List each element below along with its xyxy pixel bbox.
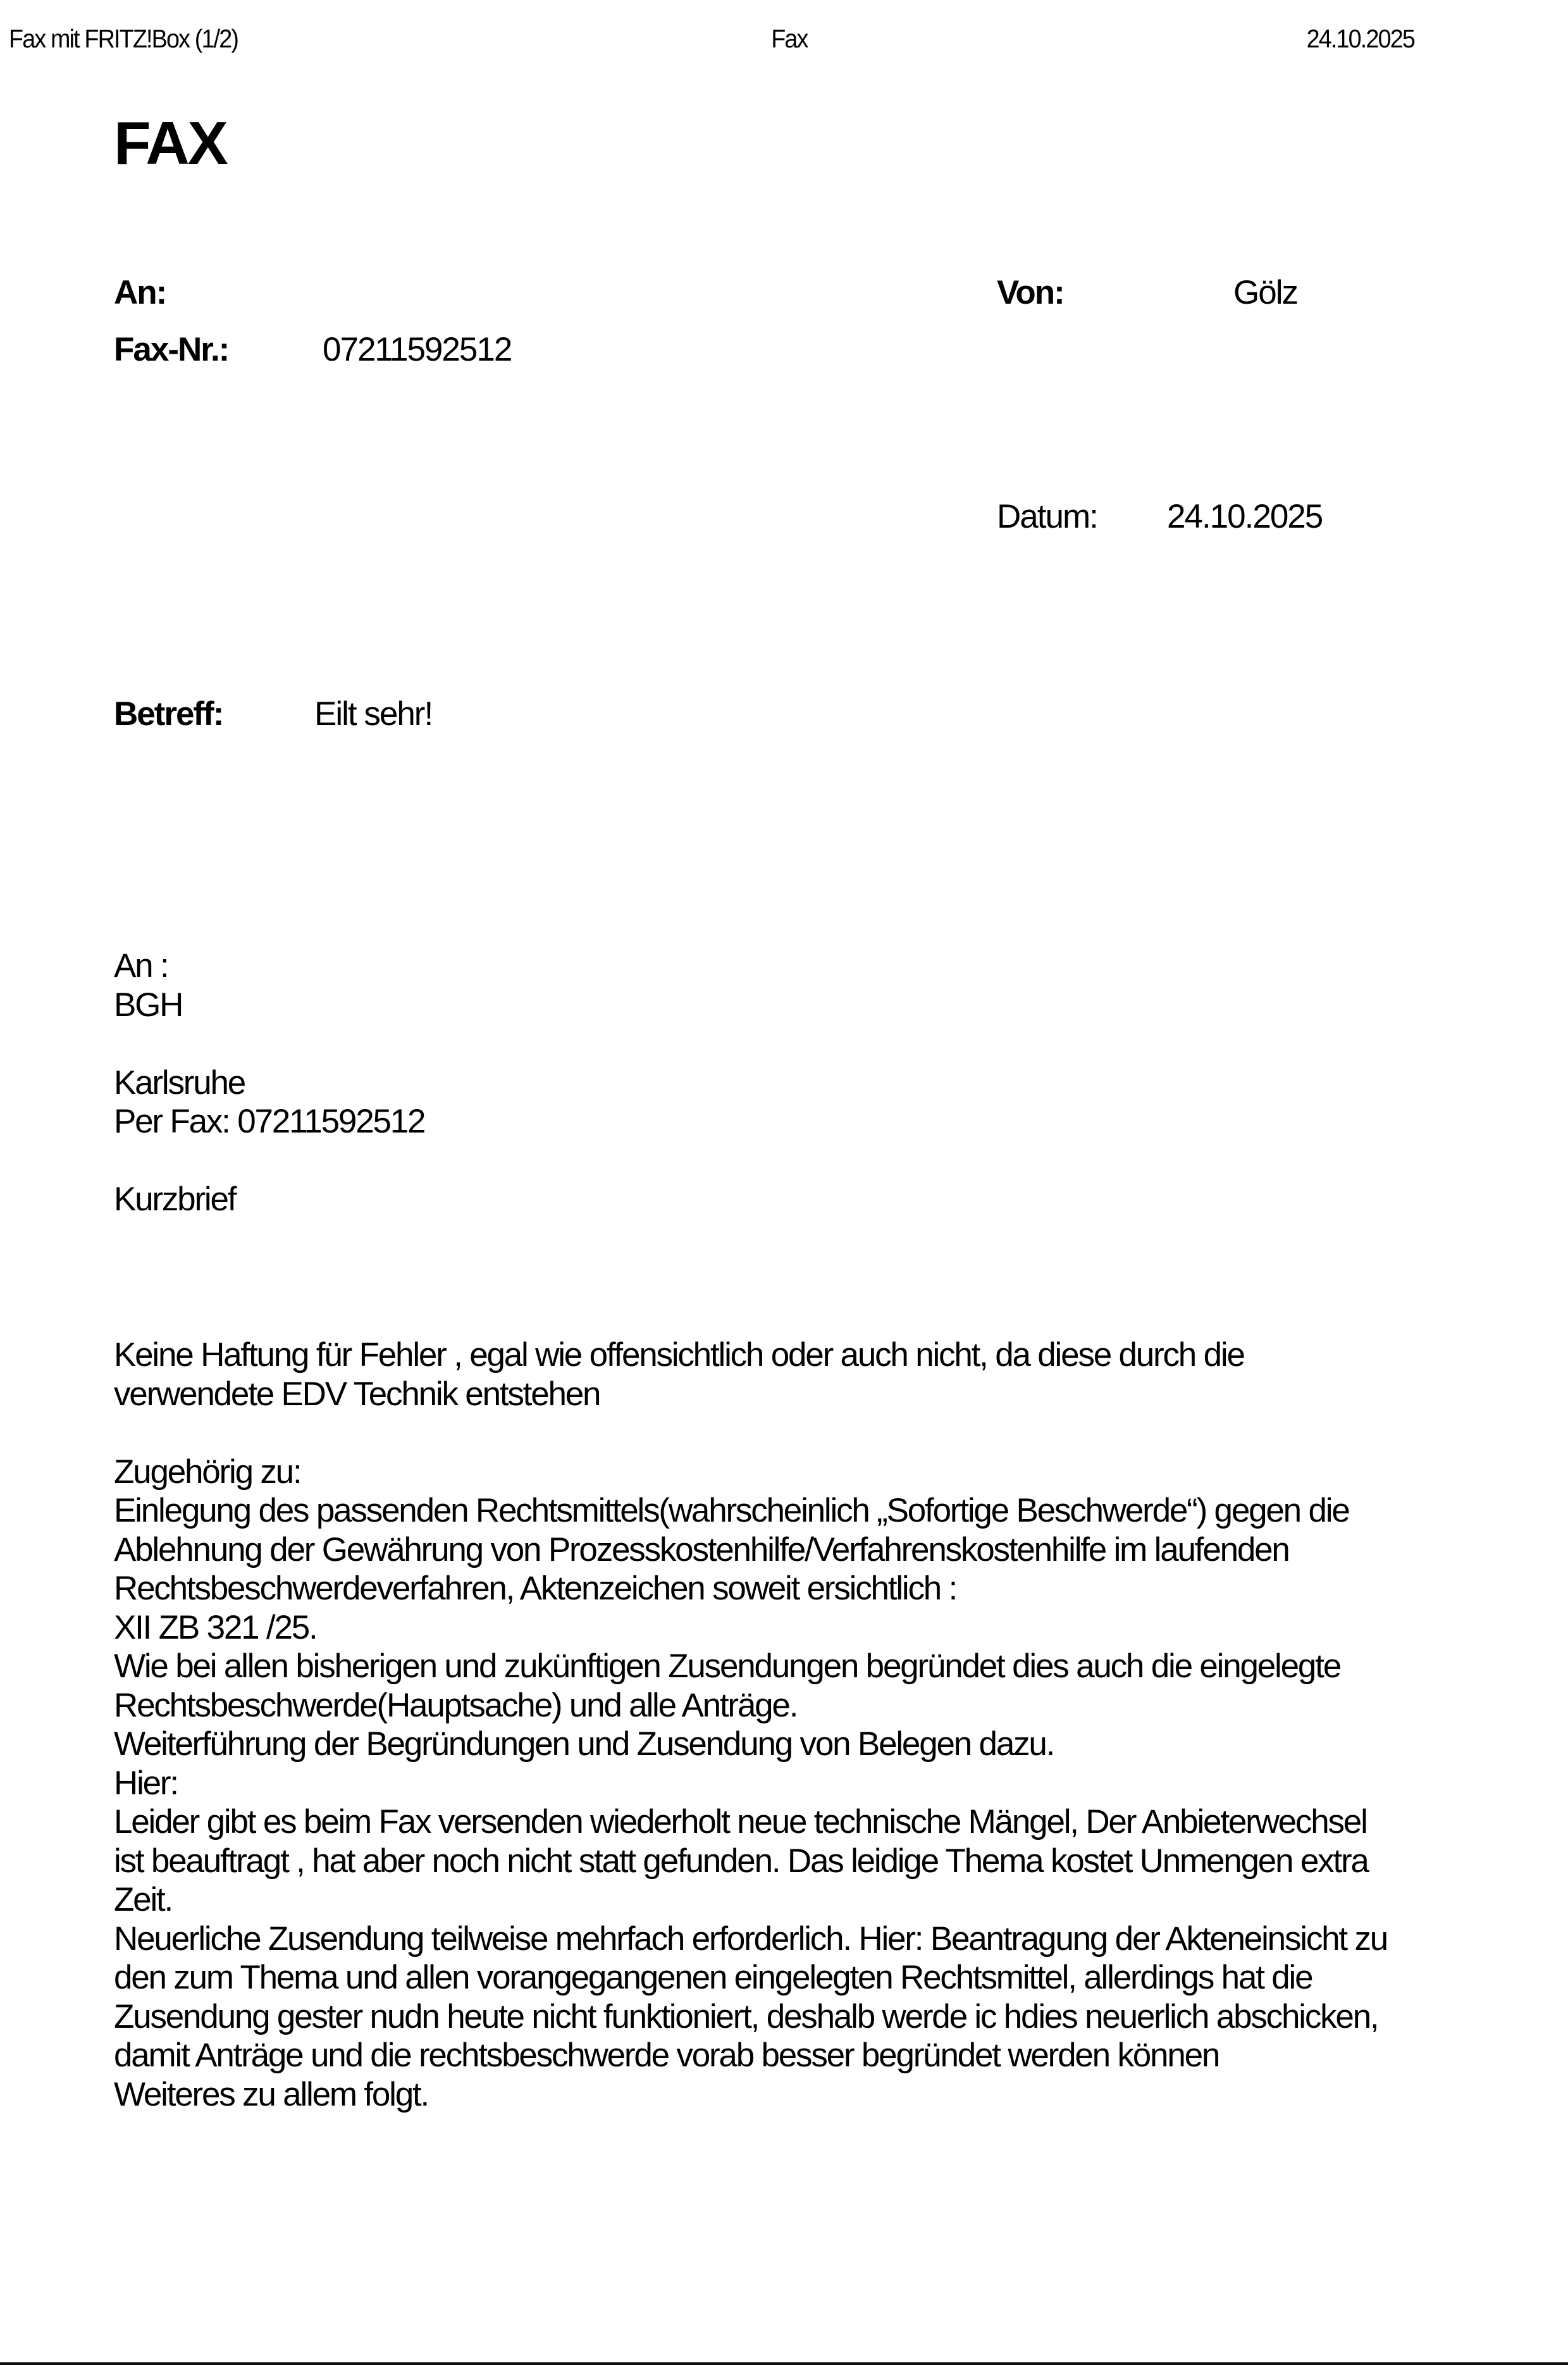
body-line: Zugehörig zu: bbox=[114, 1453, 301, 1491]
body-line: Zusendung gester nudn heute nicht funktioniert, deshalb werde ic hdies neuerlich abschicken, bbox=[114, 1997, 1378, 2035]
body-line: Hier: bbox=[114, 1764, 178, 1802]
fax-header-type: Fax bbox=[771, 24, 808, 53]
disclaimer-line: verwendete EDV Technik entstehen bbox=[114, 1375, 600, 1413]
case-number-line: XII ZB 321 /25. bbox=[114, 1608, 317, 1646]
spacer bbox=[114, 1258, 1505, 1297]
fax-number-value: 07211592512 bbox=[323, 331, 512, 368]
from-label: Von: bbox=[997, 274, 1064, 311]
body-line: Ablehnung der Gewährung von Prozesskostenhilfe/Verfahrenskostenhilfe im laufenden bbox=[114, 1530, 1289, 1568]
body-line: Einlegung des passenden Rechtsmittels(wahrscheinlich „Sofortige Beschwerde“) gegen die bbox=[114, 1492, 1349, 1529]
body-line: Zeit. bbox=[114, 1881, 173, 1918]
spacer bbox=[114, 1141, 1505, 1181]
fax-transmission-header bbox=[9, 24, 1414, 62]
address-line: An : bbox=[114, 947, 168, 984]
document-title: FAX bbox=[114, 109, 226, 177]
date-value: 24.10.2025 bbox=[1167, 498, 1323, 535]
body-line: Weiteres zu allem folgt. bbox=[114, 2075, 429, 2113]
letter-type: Kurzbrief bbox=[114, 1181, 236, 1218]
page-bottom-border bbox=[0, 2362, 1568, 2365]
body-line: Neuerliche Zusendung teilweise mehrfach erforderlich. Hier: Beantragung der Akteneinsicht zu bbox=[114, 1920, 1388, 1958]
from-value: Gölz bbox=[1233, 274, 1297, 311]
fax-number-label: Fax-Nr.: bbox=[114, 331, 229, 368]
body-line: Leider gibt es beim Fax versenden wiederholt neue technische Mängel, Der Anbieterwechsel bbox=[114, 1803, 1367, 1840]
spacer bbox=[114, 1219, 1505, 1258]
to-label: An: bbox=[114, 274, 166, 311]
disclaimer-line: Keine Haftung für Fehler , egal wie offensichtlich oder auch nicht, da diese durch die bbox=[114, 1336, 1244, 1374]
body-line: den zum Thema und allen vorangegangenen eingelegten Rechtsmittel, allerdings hat die bbox=[114, 1959, 1312, 1996]
date-label: Datum: bbox=[997, 498, 1097, 535]
body-line: ist beauftragt , hat aber noch nicht statt gefunden. Das leidige Thema kostet Unmengen extra bbox=[114, 1842, 1368, 1880]
subject-value: Eilt sehr! bbox=[314, 695, 433, 733]
body-line: Weiterführung der Begründungen und Zusendung von Belegen dazu. bbox=[114, 1725, 1054, 1763]
body-line: Rechtsbeschwerdeverfahren, Aktenzeichen soweit ersichtlich : bbox=[114, 1570, 957, 1607]
per-fax-line: Per Fax: 07211592512 bbox=[114, 1103, 425, 1140]
subject-label: Betreff: bbox=[114, 695, 223, 733]
body-line: Wie bei allen bisherigen und zukünftigen Zusendungen begründet dies auch die eingelegte bbox=[114, 1648, 1340, 1685]
body-line: damit Anträge und die rechtsbeschwerde vorab besser begründet werden können bbox=[114, 2037, 1219, 2074]
address-city: Karlsruhe bbox=[114, 1064, 245, 1102]
fax-header-date: 24.10.2025 bbox=[1306, 24, 1414, 53]
spacer bbox=[114, 1024, 1505, 1064]
spacer bbox=[114, 1413, 1505, 1453]
letter-body bbox=[114, 947, 1505, 2114]
body-line: Rechtsbeschwerde(Hauptsache) und alle Anträge. bbox=[114, 1686, 798, 1724]
address-line: BGH bbox=[114, 986, 183, 1024]
fax-header-sender-info: Fax mit FRITZ!Box (1/2) bbox=[9, 24, 238, 53]
spacer bbox=[114, 1297, 1505, 1336]
